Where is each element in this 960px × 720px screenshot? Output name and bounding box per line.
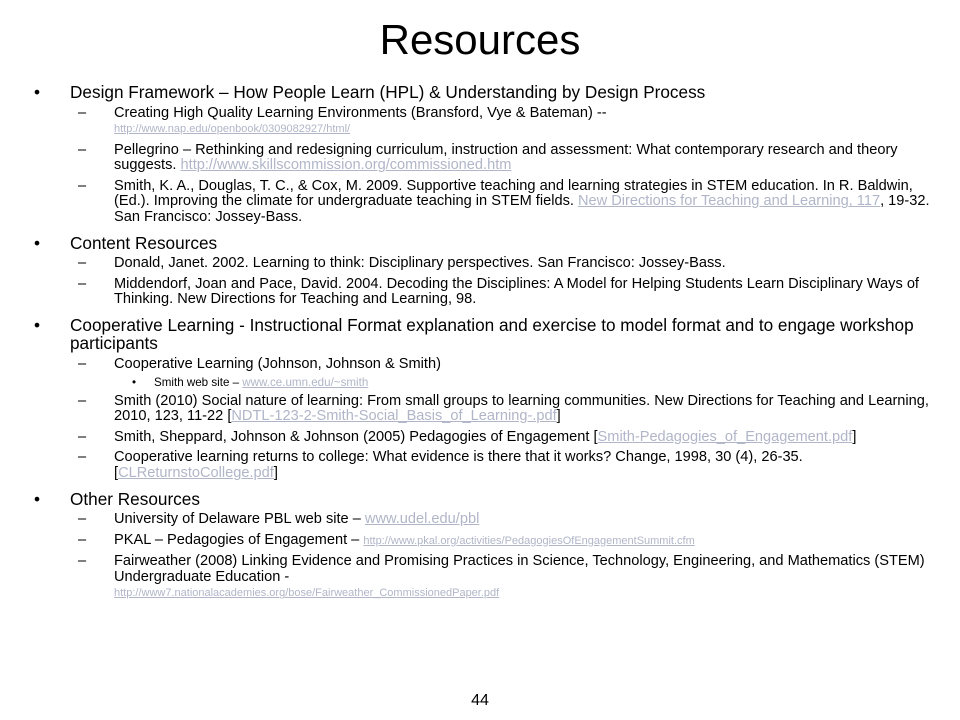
bullet: •: [34, 232, 41, 253]
dash-bullet: –: [78, 355, 87, 372]
page-number: 44: [471, 692, 489, 709]
cl-returns-pdf-link[interactable]: CLReturnstoCollege.pdf: [118, 464, 274, 481]
udel-pbl-link[interactable]: www.udel.edu/pbl: [364, 511, 480, 527]
fairweather-paper-link[interactable]: http://www7.nationalacademies.org/bose/Fairweather_CommissionedPaper.pdf: [114, 587, 500, 600]
list-item: – Pellegrino – Rethinking and redesigning curriculum, instruction and assessment: What contemporary research and theory suggests. http://www.skillscommission.org/commissioned.htm: [78, 141, 898, 174]
new-directions-link[interactable]: New Directions for Teaching and Learning, 117: [578, 193, 881, 210]
nap-edu-link[interactable]: http://www.nap.edu/openbook/0309082927/html/: [114, 123, 351, 136]
slide-title: Resources: [379, 16, 581, 63]
dash-bullet: –: [78, 553, 87, 570]
dash-bullet: –: [78, 275, 87, 292]
skillscommission-link[interactable]: http://www.skillscommission.org/commissioned.htm: [180, 157, 512, 174]
list-item: – Cooperative learning returns to college: What evidence is there that it works? Change, 1998, 30 (4), 26-35. [CLReturnstoCollege.pdf]: [78, 449, 803, 481]
bullet: •: [132, 375, 137, 389]
list-item: – Fairweather (2008) Linking Evidence and Promising Practices in Science, Technology, Engineering, and Mathematics (STEM) Undergraduate Education - http://www7.nationalacademies.org/bose/Fairweather_CommissionedPaper.pdf: [78, 553, 925, 600]
bullet: •: [34, 314, 41, 335]
list-item: – Smith (2010) Social nature of learning: From small groups to learning communities. New Directions for Teaching and Learning, 2010, 123, 11-22 [NDTL-123-2-Smith-Social_Basis_of_Learning-.pdf]: [78, 392, 929, 425]
smith-website-link[interactable]: www.ce.umn.edu/~smith: [242, 375, 369, 389]
section-heading-cooperative-learning: • Cooperative Learning - Instructional Format explanation and exercise to model format and to engage workshop participants: [34, 314, 914, 354]
section-heading-content-resources: • Content Resources: [34, 232, 218, 253]
list-item: – Smith, K. A., Douglas, T. C., & Cox, M. 2009. Supportive teaching and learning strategies in STEM education. In R. Baldwin, (Ed.). Improving the climate for undergraduate teaching in STEM fields. New Directions for Teaching and Learning, 117, 19-32. San Francisco: Jossey-Bass.: [78, 177, 930, 226]
list-item: – PKAL – Pedagogies of Engagement – http://www.pkal.org/activities/PedagogiesOfEngagementSummit.cfm: [78, 531, 695, 548]
list-item: – Middendorf, Joan and Pace, David. 2004. Decoding the Disciplines: A Model for Helping Students Learn Disciplinary Ways of Thinking. New Directions for Teaching and Learning, 98.: [78, 275, 919, 308]
bullet: •: [34, 488, 41, 509]
dash-bullet: –: [78, 104, 87, 121]
pedagogies-pdf-link[interactable]: Smith-Pedagogies_of_Engagement.pdf: [597, 428, 853, 445]
list-item: – Cooperative Learning (Johnson, Johnson & Smith): [78, 355, 441, 372]
dash-bullet: –: [78, 141, 87, 158]
section-heading-design-framework: • Design Framework – How People Learn (HPL) & Understanding by Design Process: [34, 82, 706, 102]
dash-bullet: –: [78, 449, 87, 466]
bullet: •: [34, 82, 41, 102]
dash-bullet: –: [78, 531, 87, 548]
ndtl-pdf-link[interactable]: NDTL-123-2-Smith-Social_Basis_of_Learning-.pdf: [231, 408, 557, 425]
pkal-link[interactable]: http://www.pkal.org/activities/PedagogiesOfEngagementSummit.cfm: [363, 534, 695, 547]
section-heading-other-resources: • Other Resources: [34, 488, 200, 509]
list-item: – University of Delaware PBL web site – www.udel.edu/pbl: [78, 511, 480, 527]
list-item: – Donald, Janet. 2002. Learning to think: Disciplinary perspectives. San Francisco: Jossey-Bass.: [78, 255, 726, 272]
dash-bullet: –: [78, 511, 87, 527]
list-item: – Creating High Quality Learning Environments (Bransford, Vye & Bateman) -- http://www.nap.edu/openbook/0309082927/html/: [78, 104, 607, 136]
dash-bullet: –: [78, 177, 87, 194]
dash-bullet: –: [78, 255, 87, 272]
dash-bullet: –: [78, 428, 87, 445]
resource-list: [34, 83, 934, 607]
sub-list-item: • Smith web site – www.ce.umn.edu/~smith: [132, 375, 369, 389]
dash-bullet: –: [78, 392, 87, 409]
list-item: – Smith, Sheppard, Johnson & Johnson (2005) Pedagogies of Engagement [Smith-Pedagogies_of_Engagement.pdf]: [78, 428, 857, 445]
